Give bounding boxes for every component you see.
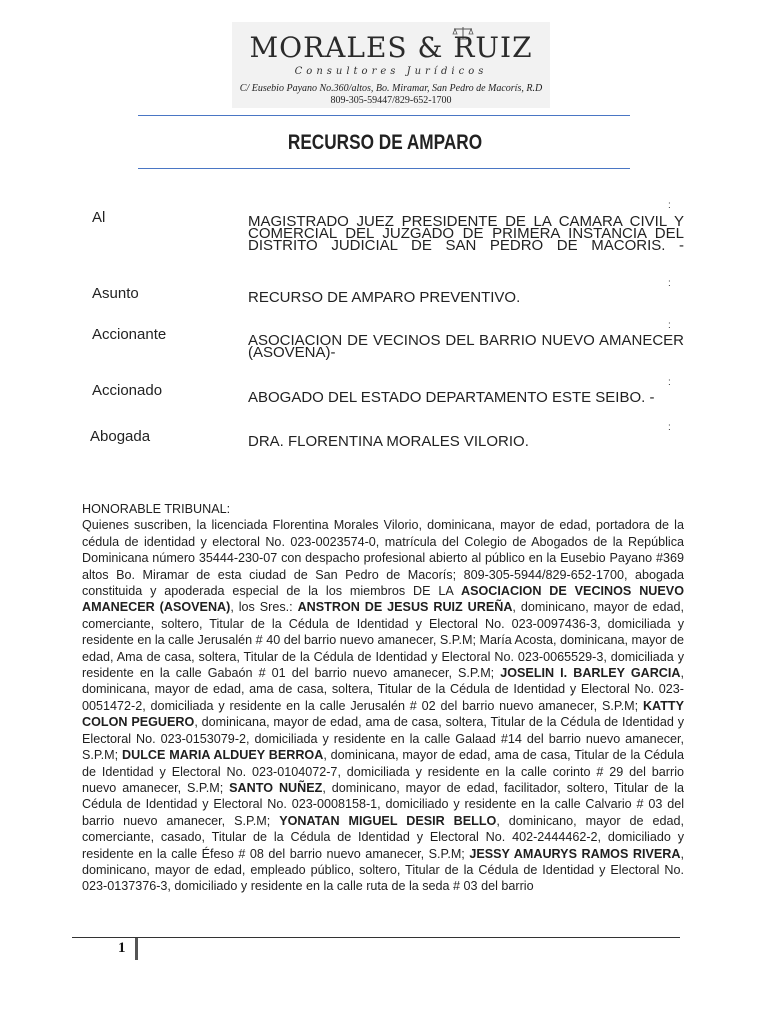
firm-subtitle: Consultores Jurídicos — [294, 66, 488, 77]
person-name: JESSY AMAURYS RAMOS RIVERA — [469, 846, 681, 861]
document-body — [82, 501, 684, 895]
field-label: Accionado — [92, 382, 163, 399]
person-name: SANTO NUÑEZ — [229, 780, 323, 795]
person-name: DULCE MARIA ALDUEY BERROA — [122, 748, 324, 763]
field-label: Abogada — [90, 428, 151, 445]
body-text-segment: , dominicano, mayor de edad, empleado público, soltero, Titular de la Cédula de Identidad y Electoral No. 023-0137376-3, domiciliado y residente en la calle ruta de la seda # 03 del barrio — [82, 846, 684, 894]
page-number: 1 — [118, 940, 126, 956]
body-paragraph — [82, 517, 684, 894]
field-colon: : — [668, 320, 671, 331]
body-text-segment: , los Sres.: — [230, 600, 298, 615]
body-text-segment: , dominicana, mayor de edad, ama de casa, soltera, Titular de la Cédula de Identidad y Electoral No. 023-0153079-2, domiciliada y residente en la calle Galaad #14 del barrio nuevo amanecer, S.P.M; — [82, 715, 684, 763]
firm-address: C/ Eusebio Payano No.360/altos, Bo. Miramar, San Pedro de Macorís, R.D — [239, 83, 543, 94]
header-rule-top — [138, 115, 630, 116]
association-name: ASOCIACION DE VECINOS NUEVO AMANECER (ASOVENA) — [82, 584, 684, 615]
field-colon: : — [668, 200, 671, 211]
body-text-segment: , dominicano, mayor de edad, facilitador, soltero, Titular de la Cédula de Identidad y Electoral No. 023-0008158-1, domiciliado y residente en la calle Calvario # 03 del barrio nuevo amanecer, S.P.M; — [82, 780, 684, 828]
person-name: ANSTRON DE JESUS RUIZ UREÑA — [297, 600, 513, 615]
field-value: MAGISTRADO JUEZ PRESIDENTE DE LA CAMARA CIVIL Y COMERCIAL DEL JUZGADO DE PRIMERA INSTANCIA DEL DISTRITO JUDICIAL DE SAN PEDRO DE MACORIS. - — [248, 213, 684, 254]
field-value: ASOCIACION DE VECINOS DEL BARRIO NUEVO AMANECER (ASOVENA)- — [248, 332, 684, 361]
field-colon: : — [668, 422, 671, 433]
footer-rule — [72, 937, 680, 938]
field-label: Al — [92, 209, 106, 226]
body-text-segment: Quienes suscriben, la licenciada Florentina Morales Vilorio, dominicana, mayor de edad, portadora de la cédula de identidad y electoral No. 023-0023574-0, matrícula del Colegio de Abogados de la República Dominicana número 35444-230-07 con despacho profesional abierto al público en la Eusebio Payano #369 altos Bo. Miramar de esta ciudad de San Pedro de Macorís; 809-305-5944/829-652-1700, abogada constituida y apoderada especial de la los miembros DE LA — [82, 518, 684, 599]
person-name: JOSELIN I. BARLEY GARCIA — [500, 666, 681, 681]
header-rule-bottom — [138, 168, 630, 169]
body-text-segment: , dominicana, mayor de edad, ama de casa, Titular de la Cédula de Identidad y Electoral No. 023-0104072-7, domiciliada y residente en la calle corinto # 29 del barrio nuevo amanecer, S.P.M; — [82, 748, 684, 795]
person-name: YONATAN MIGUEL DESIR BELLO — [279, 813, 497, 828]
field-value: DRA. FLORENTINA MORALES VILORIO. — [248, 433, 529, 450]
firm-phones: 809-305-59447/829-652-1700 — [330, 95, 452, 106]
page-number-bar — [135, 938, 138, 960]
body-text-segment: , dominicano, mayor de edad, comerciante, casado, Titular de la Cédula de Identidad y Electoral No. 402-2444462-2, domiciliado y residente en la calle Éfeso # 08 del barrio nuevo amanecer, S.P.M; — [82, 813, 684, 861]
salutation: HONORABLE TRIBUNAL: — [82, 502, 231, 516]
person-name: KATTY COLON PEGUERO — [82, 698, 684, 730]
field-colon: : — [668, 377, 671, 388]
field-colon: : — [668, 278, 671, 289]
field-label: Asunto — [92, 285, 139, 302]
field-label: Accionante — [92, 326, 167, 343]
document-title: RECURSO DE AMPARO — [287, 131, 483, 154]
firm-name: MORALES & RUIZ — [249, 31, 533, 64]
field-value: RECURSO DE AMPARO PREVENTIVO. — [248, 289, 521, 306]
body-text-segment: , dominicano, mayor de edad, comerciante, soltero, Titular de la Cédula de Identidad y Electoral No. 023-0097436-3, domiciliada y residente en la calle Jerusalén # 40 del barrio nuevo amanecer, S.P.M; María Acosta, dominicana, mayor de edad, Ama de casa, soltera, Titular de la Cédula de Identidad y Electoral No. 023-0065529-3, domiciliada y residente en la calle Gabaón # 01 del barrio nuevo amanecer, S.P.M; — [82, 600, 684, 681]
body-text-segment: , dominicana, mayor de edad, ama de casa, soltera, Titular de la Cédula de Identidad y Electoral No. 023-0051472-2, domiciliada y residente en la calle Jerusalén # 02 del barrio nuevo amanecer, S.P.M; — [82, 666, 684, 713]
field-value: ABOGADO DEL ESTADO DEPARTAMENTO ESTE SEIBO. - — [248, 389, 655, 406]
